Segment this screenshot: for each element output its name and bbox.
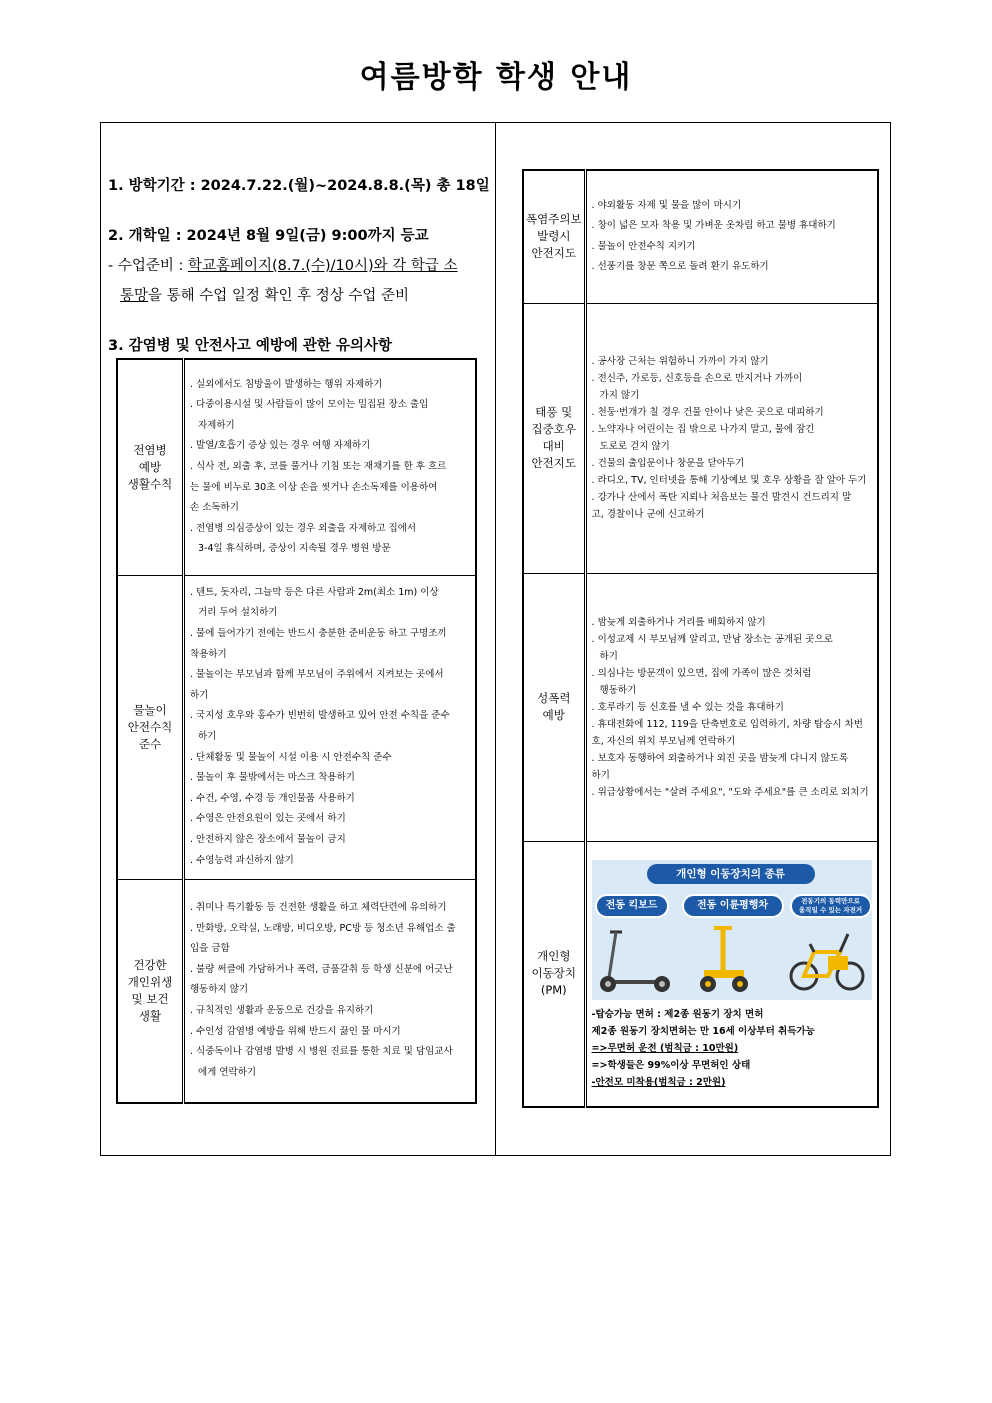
balance-vehicle-icon: [700, 928, 748, 992]
column-divider: [495, 122, 496, 1156]
list-item: . 라디오, TV, 인터넷을 통해 기상예보 및 호우 상황을 잘 알아 두기: [591, 475, 867, 486]
list-item: . 이성교제 시 부모님께 알리고, 만남 장소는 공개된 곳으로: [591, 633, 833, 645]
list-item: . 불량 써클에 가담하거나 폭력, 금품갈취 등 학생 신분에 어긋난: [190, 963, 453, 975]
category-label: 안전지도: [531, 246, 576, 261]
content-cell: [585, 841, 878, 1107]
list-item: . 취미나 특기활동 등 건전한 생활을 하고 체력단련에 유의하기: [190, 902, 447, 914]
list-item: . 창이 넓은 모자 착용 및 가벼운 옷차림 하고 물병 휴대하기: [591, 220, 836, 232]
list-item: . 수영은 안전요원이 있는 곳에서 하기: [190, 813, 346, 825]
content-cell: [184, 879, 477, 1103]
list-item: . 휴대전화에 112, 119을 단축번호로 입력하기, 차량 탑승시 차번: [591, 718, 863, 730]
category-label: 전염병: [133, 442, 167, 457]
list-item: 도로로 걷지 않기: [599, 441, 670, 452]
category-cell: [117, 879, 184, 1103]
category-label: 안전수칙: [127, 719, 173, 734]
category-label: 대비: [542, 439, 565, 453]
list-item: . 호루라기 등 신호를 낼 수 있는 것을 휴대하기: [591, 701, 784, 713]
kickboard-icon: [600, 932, 670, 992]
pm-label-ebike-line: 움직일 수 있는 자전거: [798, 906, 863, 915]
category-label: 발령시: [537, 229, 571, 244]
section-3-heading: 3. 감염병 및 안전사고 예방에 관한 유의사항: [108, 338, 393, 354]
list-item: . 보호자 동행하여 외출하거나 외진 곳을 밤늦게 다니지 않도록: [591, 752, 849, 764]
list-item: 3-4일 휴식하며, 증상이 지속될 경우 병원 방문: [198, 543, 391, 555]
category-label: 예방: [542, 708, 565, 722]
category-cell: [523, 303, 585, 573]
list-item: . 단체활동 및 물놀이 시설 이용 시 안전수칙 준수: [190, 751, 392, 763]
table-row: [117, 575, 476, 879]
list-item: . 수건, 수영, 수경 등 개인물품 사용하기: [190, 792, 355, 804]
list-item: 에게 연락하기: [198, 1066, 257, 1078]
vacation-period: 1. 방학기간 : 2024.7.22.(월)~2024.8.8.(목) 총 18일: [108, 178, 490, 194]
list-item: . 물에 들어가기 전에는 반드시 충분한 준비운동 하고 구명조끼: [190, 628, 447, 640]
category-cell: [523, 841, 585, 1107]
list-item: 는 물에 비누로 30초 이상 손을 씻거나 손소독제를 이용하여: [190, 481, 438, 493]
category-label: 성폭력: [537, 691, 571, 705]
category-label: 안전지도: [531, 456, 576, 470]
content-cell: [585, 573, 878, 841]
category-label: 태풍 및: [535, 405, 573, 419]
list-item: . 수영능력 과신하지 않기: [190, 854, 294, 866]
list-item: 하기: [198, 731, 217, 742]
list-item: 입을 금함: [190, 943, 230, 955]
list-item: . 국지성 호우와 홍수가 빈번히 발생하고 있어 안전 수칙을 준수: [190, 710, 450, 722]
list-item: 행동하기: [599, 684, 637, 696]
list-item: . 천둥·번개가 칠 경우 건물 안이나 낮은 곳으로 대피하기: [591, 407, 824, 418]
category-label: 예방: [138, 459, 162, 474]
table-row: [117, 359, 476, 575]
pm-rules-text: [592, 1006, 872, 1091]
list-item: 자제하기: [198, 419, 235, 431]
class-prep-line-1: [108, 254, 458, 275]
list-item: . 위급상황에서는 "살려 주세요", "도와 주세요"를 큰 소리로 외치기: [591, 786, 869, 798]
list-item: . 텐트, 돗자리, 그늘막 등은 다른 사람과 2m(최소 1m) 이상: [190, 586, 439, 598]
list-item: 손 소독하기: [190, 502, 239, 514]
list-item: . 강가나 산에서 폭탄 지뢰나 처음보는 물건 발견시 건드리지 말: [591, 492, 852, 503]
category-cell: [523, 573, 585, 841]
list-item: . 밤늦게 외출하거나 거리를 배회하지 않기: [591, 616, 766, 628]
list-item: . 전염병 의심증상이 있는 경우 외출을 자제하고 집에서: [190, 522, 417, 534]
list-item: . 건물의 출입문이나 창문을 닫아두기: [591, 458, 745, 469]
pm-label-balance-vehicle: 전동 이륜평행차: [684, 896, 782, 916]
category-label: 집중호우: [531, 422, 576, 436]
list-item: . 물놀이는 부모님과 함께 부모님이 주위에서 지켜보는 곳에서: [190, 669, 444, 681]
category-label: 이동장치: [531, 966, 576, 981]
list-item: . 다중이용시설 및 사람들이 많이 모이는 밀집된 장소 출입: [190, 399, 429, 411]
class-prep-prefix: - 수업준비 :: [108, 258, 188, 274]
list-item: . 노약자나 어린이는 집 밖으로 나가지 말고, 물에 잠긴: [591, 424, 815, 435]
pm-label-kickboard: 전동 킥보드: [597, 896, 667, 916]
list-item: . 안전하지 않은 장소에서 물놀이 금지: [190, 833, 346, 845]
category-label: (PM): [540, 983, 567, 998]
content-cell: [585, 303, 878, 573]
pm-rule: =>무면허 운전 (범칙금 : 10만원): [591, 1043, 739, 1055]
right-guidance-table: [522, 169, 879, 1108]
list-item: . 물놀이 후 물밖에서는 마스크 착용하기: [190, 772, 355, 784]
list-item: 하기: [591, 769, 610, 781]
content-cell: [585, 170, 878, 303]
class-prep-link-2: 통망: [120, 288, 149, 304]
table-row: [117, 879, 476, 1103]
category-label: 준수: [138, 736, 162, 751]
list-item: 호, 자신의 위치 부모님께 연락하기: [591, 735, 736, 747]
category-cell: [117, 359, 184, 575]
list-item: 거리 두어 설치하기: [198, 607, 278, 619]
list-item: 행동하지 않기: [190, 984, 249, 996]
class-prep-suffix: 을 통해 수업 일정 확인 후 정상 수업 준비: [148, 288, 409, 304]
list-item: . 규칙적인 생활과 운동으로 건강을 유지하기: [190, 1005, 374, 1017]
school-start-date: 2. 개학일 : 2024년 8월 9일(금) 9:00까지 등교: [108, 228, 429, 244]
category-label: 개인형: [537, 949, 571, 964]
list-item: 하기: [190, 689, 209, 701]
category-label: 생활수칙: [127, 476, 173, 491]
content-cell: [184, 359, 477, 575]
page-title: 여름방학 학생 안내: [359, 60, 633, 95]
pm-rule: =>학생들은 99%이상 무면허인 상태: [591, 1060, 751, 1072]
table-row: [523, 303, 878, 573]
pm-figure-title: 개인형 이동장치의 종류: [647, 864, 815, 884]
category-label: 물놀이: [133, 702, 167, 717]
pm-vehicles-illustration: [592, 860, 872, 1000]
list-item: . 공사장 근처는 위험하니 가까이 가지 않기: [591, 356, 769, 367]
list-item: . 의심나는 방문객이 있으면, 집에 가족이 많은 것처럼: [591, 667, 812, 679]
table-row: [523, 170, 878, 303]
list-item: . 선풍기를 창문 쪽으로 돌려 환기 유도하기: [591, 261, 769, 273]
class-prep-line-2: [120, 284, 409, 305]
content-cell: [184, 575, 477, 879]
list-item: . 전신주, 가로등, 신호등을 손으로 만지거나 가까이: [591, 373, 803, 384]
ebike-icon: [791, 934, 863, 989]
class-prep-link-1: 학교홈페이지(8.7.(수)/10시)와 각 학급 소: [187, 258, 458, 274]
pm-rule: 제2종 원동기 장치면허는 만 16세 이상부터 취득가능: [591, 1026, 815, 1038]
list-item: 착용하기: [190, 648, 227, 660]
list-item: . 물놀이 안전수칙 지키기: [591, 240, 696, 252]
table-row: [523, 573, 878, 841]
table-row: [523, 841, 878, 1107]
list-item: 하기: [599, 650, 618, 662]
pm-rule: -탑승가능 면허 : 제2종 원동기 장치 면허: [591, 1009, 764, 1021]
pm-types-figure: [592, 860, 872, 1000]
category-cell: [117, 575, 184, 879]
list-item: . 식중독이나 감염병 발병 시 병원 진료를 통한 치료 및 담임교사: [190, 1046, 453, 1058]
list-item: 고, 경찰이나 군에 신고하기: [591, 509, 705, 520]
left-guidance-table: [116, 358, 477, 1104]
list-item: . 수인성 감염병 예방을 위해 반드시 끓인 물 마시기: [190, 1025, 401, 1037]
pm-label-ebike-line: 전동기의 동력만으로: [801, 897, 860, 906]
category-label: 개인위생: [127, 974, 173, 989]
pm-rule: -안전모 미착용(범칙금 : 2만원): [591, 1077, 726, 1089]
list-item: . 발열/호흡기 증상 있는 경우 여행 자제하기: [190, 440, 371, 452]
category-label: 생활: [138, 1008, 162, 1023]
category-cell: [523, 170, 585, 303]
category-label: 건강한: [133, 957, 167, 972]
list-item: 가지 않기: [599, 390, 640, 401]
list-item: . 만화방, 오락실, 노래방, 비디오방, PC방 등 청소년 유해업소 출: [190, 922, 456, 934]
list-item: . 야외활동 자제 및 물을 많이 마시기: [591, 199, 742, 211]
list-item: . 식사 전, 외출 후, 코를 풀거나 기침 또는 재채기를 한 후 흐르: [190, 460, 447, 472]
category-label: 및 보건: [131, 991, 169, 1006]
list-item: . 실외에서도 침방울이 발생하는 행위 자제하기: [190, 378, 383, 390]
category-label: 폭염주의보: [526, 212, 582, 227]
